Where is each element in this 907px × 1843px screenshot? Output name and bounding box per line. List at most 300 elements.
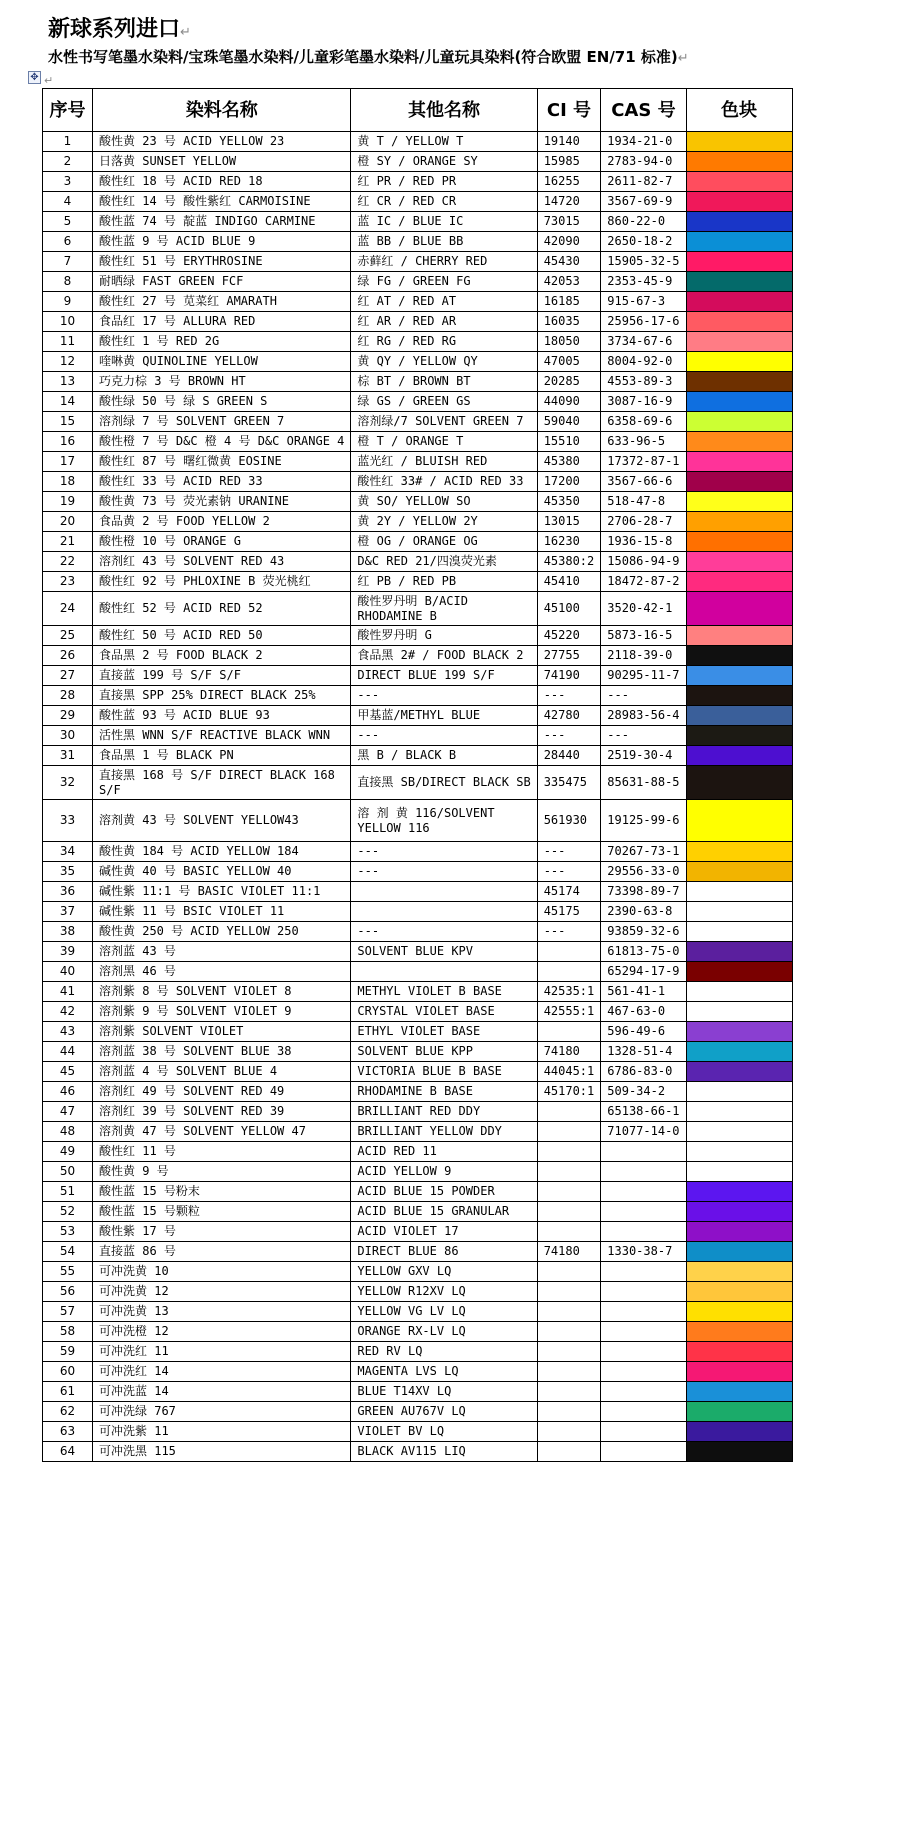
row-no: 38 (43, 922, 93, 942)
other-name: ORANGE RX-LV LQ (351, 1322, 537, 1342)
other-name: 红 RG / RED RG (351, 332, 537, 352)
ci-number (537, 1182, 601, 1202)
dye-name: 可冲洗红 14 (93, 1362, 351, 1382)
dye-name: 耐晒绿 FAST GREEN FCF (93, 272, 351, 292)
dye-name: 酸性蓝 15 号颗粒 (93, 1202, 351, 1222)
other-name: 黄 2Y / YELLOW 2Y (351, 512, 537, 532)
color-swatch (686, 842, 792, 862)
dye-name: 溶剂紫 9 号 SOLVENT VIOLET 9 (93, 1002, 351, 1022)
cas-number: 1330-38-7 (601, 1242, 686, 1262)
dye-name: 直接黑 SPP 25% DIRECT BLACK 25% (93, 686, 351, 706)
color-swatch (686, 1082, 792, 1102)
dye-name: 酸性红 52 号 ACID RED 52 (93, 592, 351, 626)
dye-name: 酸性黄 184 号 ACID YELLOW 184 (93, 842, 351, 862)
row-no: 6 (43, 232, 93, 252)
cas-number: 3567-69-9 (601, 192, 686, 212)
cas-number: --- (601, 726, 686, 746)
table-row (43, 132, 793, 152)
cas-number (601, 1262, 686, 1282)
color-swatch (686, 532, 792, 552)
header-name: 染料名称 (93, 89, 351, 132)
cas-number: 18472-87-2 (601, 572, 686, 592)
cas-number: 70267-73-1 (601, 842, 686, 862)
color-swatch (686, 706, 792, 726)
table-row (43, 1222, 793, 1242)
cas-number: 29556-33-0 (601, 862, 686, 882)
ci-number: 74180 (537, 1042, 601, 1062)
row-no: 7 (43, 252, 93, 272)
other-name: 酸性罗丹明 B/ACID RHODAMINE B (351, 592, 537, 626)
table-row (43, 312, 793, 332)
cas-number: 3520-42-1 (601, 592, 686, 626)
color-swatch (686, 332, 792, 352)
ci-number (537, 1162, 601, 1182)
other-name: 食品黑 2# / FOOD BLACK 2 (351, 646, 537, 666)
row-no: 53 (43, 1222, 93, 1242)
ci-number (537, 1282, 601, 1302)
color-swatch (686, 922, 792, 942)
dye-name: 酸性黄 9 号 (93, 1162, 351, 1182)
ci-number (537, 1202, 601, 1222)
table-row (43, 922, 793, 942)
cas-number: 85631-88-5 (601, 766, 686, 800)
row-no: 19 (43, 492, 93, 512)
row-no: 41 (43, 982, 93, 1002)
other-name: 甲基蓝/METHYL BLUE (351, 706, 537, 726)
table-row (43, 472, 793, 492)
row-no: 16 (43, 432, 93, 452)
ci-number: 45220 (537, 626, 601, 646)
row-no: 59 (43, 1342, 93, 1362)
cas-number: 61813-75-0 (601, 942, 686, 962)
other-name: BLACK AV115 LIQ (351, 1442, 537, 1462)
ci-number: 45430 (537, 252, 601, 272)
other-name: 赤藓红 / CHERRY RED (351, 252, 537, 272)
row-no: 46 (43, 1082, 93, 1102)
cas-number: 4553-89-3 (601, 372, 686, 392)
table-row (43, 982, 793, 1002)
other-name: 红 PR / RED PR (351, 172, 537, 192)
cas-number (601, 1362, 686, 1382)
color-swatch (686, 686, 792, 706)
table-row (43, 252, 793, 272)
row-no: 21 (43, 532, 93, 552)
table-row (43, 1382, 793, 1402)
ci-number (537, 1142, 601, 1162)
row-no: 43 (43, 1022, 93, 1042)
ci-number: 14720 (537, 192, 601, 212)
cas-number (601, 1342, 686, 1362)
table-row (43, 902, 793, 922)
row-no: 51 (43, 1182, 93, 1202)
dye-name: 酸性红 51 号 ERYTHROSINE (93, 252, 351, 272)
row-no: 56 (43, 1282, 93, 1302)
cas-number: 8004-92-0 (601, 352, 686, 372)
color-swatch (686, 552, 792, 572)
dye-name: 可冲洗黄 12 (93, 1282, 351, 1302)
table-row (43, 552, 793, 572)
ci-number (537, 1422, 601, 1442)
row-no: 32 (43, 766, 93, 800)
other-name: VICTORIA BLUE B BASE (351, 1062, 537, 1082)
ci-number: 13015 (537, 512, 601, 532)
color-swatch (686, 746, 792, 766)
cas-number: 561-41-1 (601, 982, 686, 1002)
ci-number: --- (537, 686, 601, 706)
dye-name: 溶剂红 43 号 SOLVENT RED 43 (93, 552, 351, 572)
color-swatch (686, 666, 792, 686)
ci-number (537, 1122, 601, 1142)
color-swatch (686, 766, 792, 800)
color-swatch (686, 212, 792, 232)
color-swatch (686, 1062, 792, 1082)
dye-name: 溶剂黄 47 号 SOLVENT YELLOW 47 (93, 1122, 351, 1142)
dye-name: 溶剂黄 43 号 SOLVENT YELLOW43 (93, 800, 351, 842)
dye-name: 可冲洗橙 12 (93, 1322, 351, 1342)
color-swatch (686, 726, 792, 746)
cas-number: 509-34-2 (601, 1082, 686, 1102)
dye-name: 溶剂蓝 43 号 (93, 942, 351, 962)
other-name: --- (351, 862, 537, 882)
other-name: 红 PB / RED PB (351, 572, 537, 592)
row-no: 27 (43, 666, 93, 686)
color-swatch (686, 572, 792, 592)
ci-number (537, 1362, 601, 1382)
row-no: 3 (43, 172, 93, 192)
table-row (43, 942, 793, 962)
color-swatch (686, 412, 792, 432)
cas-number (601, 1422, 686, 1442)
ci-number: 42090 (537, 232, 601, 252)
dye-name: 碱性紫 11:1 号 BASIC VIOLET 11:1 (93, 882, 351, 902)
other-name (351, 902, 537, 922)
other-name: --- (351, 922, 537, 942)
color-swatch (686, 1422, 792, 1442)
color-swatch (686, 1322, 792, 1342)
dye-name: 活性黑 WNN S/F REACTIVE BLACK WNN (93, 726, 351, 746)
row-no: 11 (43, 332, 93, 352)
other-name (351, 882, 537, 902)
ci-number (537, 1022, 601, 1042)
table-row (43, 706, 793, 726)
table-body (43, 132, 793, 1462)
cas-number: 17372-87-1 (601, 452, 686, 472)
other-name: MAGENTA LVS LQ (351, 1362, 537, 1382)
row-no: 28 (43, 686, 93, 706)
document-subtitle: 水性书写笔墨水染料/宝珠笔墨水染料/儿童彩笔墨水染料/儿童玩具染料(符合欧盟 EN/71 标准)↵ (48, 48, 689, 66)
other-name: 黑 B / BLACK B (351, 746, 537, 766)
ci-number: 335475 (537, 766, 601, 800)
color-swatch (686, 1042, 792, 1062)
ci-number: 20285 (537, 372, 601, 392)
color-swatch (686, 862, 792, 882)
cas-number: 915-67-3 (601, 292, 686, 312)
row-no: 13 (43, 372, 93, 392)
other-name: ETHYL VIOLET BASE (351, 1022, 537, 1042)
cas-number: 2783-94-0 (601, 152, 686, 172)
dye-name: 酸性蓝 15 号粉末 (93, 1182, 351, 1202)
color-swatch (686, 1342, 792, 1362)
color-swatch (686, 1242, 792, 1262)
dye-name: 酸性蓝 74 号 靛蓝 INDIGO CARMINE (93, 212, 351, 232)
row-no: 25 (43, 626, 93, 646)
table-row (43, 962, 793, 982)
cas-number: 3087-16-9 (601, 392, 686, 412)
other-name: 酸性罗丹明 G (351, 626, 537, 646)
row-no: 61 (43, 1382, 93, 1402)
table-row (43, 1082, 793, 1102)
other-name: 蓝光红 / BLUISH RED (351, 452, 537, 472)
row-no: 42 (43, 1002, 93, 1022)
cas-number: 3567-66-6 (601, 472, 686, 492)
row-no: 9 (43, 292, 93, 312)
table-row (43, 1362, 793, 1382)
other-name: 溶 剂 黄 116/SOLVENT YELLOW 116 (351, 800, 537, 842)
table-move-handle-icon[interactable]: ✥ (28, 71, 41, 84)
color-swatch (686, 626, 792, 646)
color-swatch (686, 902, 792, 922)
dye-name: 酸性橙 10 号 ORANGE G (93, 532, 351, 552)
cas-number: 860-22-0 (601, 212, 686, 232)
dye-name: 食品黑 2 号 FOOD BLACK 2 (93, 646, 351, 666)
dye-name: 溶剂绿 7 号 SOLVENT GREEN 7 (93, 412, 351, 432)
ci-number: 45350 (537, 492, 601, 512)
dye-name: 酸性红 18 号 ACID RED 18 (93, 172, 351, 192)
ci-number (537, 1262, 601, 1282)
cas-number: 467-63-0 (601, 1002, 686, 1022)
dye-name: 酸性红 11 号 (93, 1142, 351, 1162)
cas-number (601, 1382, 686, 1402)
dye-name: 酸性黄 73 号 荧光素钠 URANINE (93, 492, 351, 512)
color-swatch (686, 272, 792, 292)
other-name: DIRECT BLUE 199 S/F (351, 666, 537, 686)
row-no: 14 (43, 392, 93, 412)
dye-name: 酸性黄 250 号 ACID YELLOW 250 (93, 922, 351, 942)
dye-name: 巧克力棕 3 号 BROWN HT (93, 372, 351, 392)
ci-number (537, 962, 601, 982)
cas-number: 1936-15-8 (601, 532, 686, 552)
table-row (43, 1322, 793, 1342)
other-name: ACID RED 11 (351, 1142, 537, 1162)
table-row (43, 392, 793, 412)
table-row (43, 572, 793, 592)
dye-name: 溶剂蓝 38 号 SOLVENT BLUE 38 (93, 1042, 351, 1062)
row-no: 37 (43, 902, 93, 922)
cas-number: 5873-16-5 (601, 626, 686, 646)
dye-name: 酸性红 1 号 RED 2G (93, 332, 351, 352)
color-swatch (686, 452, 792, 472)
cas-number (601, 1322, 686, 1342)
dye-name: 溶剂红 39 号 SOLVENT RED 39 (93, 1102, 351, 1122)
color-swatch (686, 312, 792, 332)
row-no: 55 (43, 1262, 93, 1282)
dye-name: 碱性黄 40 号 BASIC YELLOW 40 (93, 862, 351, 882)
ci-number: 45380 (537, 452, 601, 472)
row-no: 63 (43, 1422, 93, 1442)
row-no: 36 (43, 882, 93, 902)
table-row (43, 452, 793, 472)
other-name: RED RV LQ (351, 1342, 537, 1362)
cas-number (601, 1402, 686, 1422)
color-swatch (686, 1162, 792, 1182)
ci-number: 28440 (537, 746, 601, 766)
row-no: 58 (43, 1322, 93, 1342)
ci-number: 17200 (537, 472, 601, 492)
ci-number (537, 1322, 601, 1342)
row-no: 49 (43, 1142, 93, 1162)
color-swatch (686, 1302, 792, 1322)
row-no: 18 (43, 472, 93, 492)
dye-name: 酸性红 50 号 ACID RED 50 (93, 626, 351, 646)
row-no: 44 (43, 1042, 93, 1062)
cas-number: 15905-32-5 (601, 252, 686, 272)
other-name: 红 AR / RED AR (351, 312, 537, 332)
ci-number: --- (537, 842, 601, 862)
dye-name: 溶剂蓝 4 号 SOLVENT BLUE 4 (93, 1062, 351, 1082)
dye-name: 可冲洗红 11 (93, 1342, 351, 1362)
row-no: 23 (43, 572, 93, 592)
cas-number: 1934-21-0 (601, 132, 686, 152)
table-row (43, 726, 793, 746)
table-row (43, 1062, 793, 1082)
other-name: D&C RED 21/四溴荧光素 (351, 552, 537, 572)
ci-number: 561930 (537, 800, 601, 842)
color-swatch (686, 982, 792, 1002)
ci-number: 19140 (537, 132, 601, 152)
dye-name: 可冲洗绿 767 (93, 1402, 351, 1422)
row-no: 4 (43, 192, 93, 212)
row-no: 24 (43, 592, 93, 626)
table-row (43, 152, 793, 172)
color-swatch (686, 512, 792, 532)
color-swatch (686, 1022, 792, 1042)
header-cas: CAS 号 (601, 89, 686, 132)
row-no: 62 (43, 1402, 93, 1422)
cas-number: 1328-51-4 (601, 1042, 686, 1062)
table-row (43, 882, 793, 902)
table-row (43, 412, 793, 432)
table-row (43, 1142, 793, 1162)
row-no: 40 (43, 962, 93, 982)
ci-number: --- (537, 922, 601, 942)
dye-name: 日落黄 SUNSET YELLOW (93, 152, 351, 172)
table-row (43, 766, 793, 800)
row-no: 60 (43, 1362, 93, 1382)
other-name: 绿 GS / GREEN GS (351, 392, 537, 412)
color-swatch (686, 232, 792, 252)
ci-number: 15510 (537, 432, 601, 452)
ci-number: 42555:1 (537, 1002, 601, 1022)
ci-number: 18050 (537, 332, 601, 352)
dye-name: 酸性红 87 号 曙红微黄 EOSINE (93, 452, 351, 472)
color-swatch (686, 152, 792, 172)
table-row (43, 1342, 793, 1362)
ci-number: 15985 (537, 152, 601, 172)
table-row (43, 512, 793, 532)
cas-number (601, 1282, 686, 1302)
table-row (43, 272, 793, 292)
other-name: SOLVENT BLUE KPP (351, 1042, 537, 1062)
cas-number: 596-49-6 (601, 1022, 686, 1042)
row-no: 8 (43, 272, 93, 292)
table-row (43, 592, 793, 626)
cas-number: 2353-45-9 (601, 272, 686, 292)
dye-name: 可冲洗黄 13 (93, 1302, 351, 1322)
ci-number: 16255 (537, 172, 601, 192)
ci-number: 74190 (537, 666, 601, 686)
table-row (43, 626, 793, 646)
color-swatch (686, 882, 792, 902)
ci-number: 27755 (537, 646, 601, 666)
table-row (43, 1262, 793, 1282)
other-name: --- (351, 686, 537, 706)
cas-number (601, 1222, 686, 1242)
color-swatch (686, 492, 792, 512)
table-row (43, 1202, 793, 1222)
row-no: 22 (43, 552, 93, 572)
ci-number (537, 1402, 601, 1422)
color-swatch (686, 1262, 792, 1282)
color-swatch (686, 432, 792, 452)
cas-number: 6358-69-6 (601, 412, 686, 432)
row-no: 1 (43, 132, 93, 152)
dye-name: 溶剂紫 8 号 SOLVENT VIOLET 8 (93, 982, 351, 1002)
cas-number: 518-47-8 (601, 492, 686, 512)
ci-number: 74180 (537, 1242, 601, 1262)
other-name: RHODAMINE B BASE (351, 1082, 537, 1102)
color-swatch (686, 800, 792, 842)
other-name: GREEN AU767V LQ (351, 1402, 537, 1422)
ci-number: 45174 (537, 882, 601, 902)
table-row (43, 1182, 793, 1202)
table-row (43, 862, 793, 882)
color-swatch (686, 1002, 792, 1022)
other-name: 橙 OG / ORANGE OG (351, 532, 537, 552)
color-swatch (686, 472, 792, 492)
other-name: ACID VIOLET 17 (351, 1222, 537, 1242)
row-no: 29 (43, 706, 93, 726)
ci-number: 16230 (537, 532, 601, 552)
other-name: 橙 SY / ORANGE SY (351, 152, 537, 172)
dye-name: 可冲洗蓝 14 (93, 1382, 351, 1402)
color-swatch (686, 192, 792, 212)
row-no: 10 (43, 312, 93, 332)
table-row (43, 532, 793, 552)
table-row (43, 432, 793, 452)
ci-number: --- (537, 726, 601, 746)
row-no: 35 (43, 862, 93, 882)
dye-name: 溶剂红 49 号 SOLVENT RED 49 (93, 1082, 351, 1102)
color-swatch (686, 1122, 792, 1142)
cas-number: 28983-56-4 (601, 706, 686, 726)
row-no: 15 (43, 412, 93, 432)
cas-number (601, 1182, 686, 1202)
paragraph-mark: ↵ (44, 74, 54, 87)
table-row (43, 1162, 793, 1182)
dye-name: 酸性红 14 号 酸性紫红 CARMOISINE (93, 192, 351, 212)
color-swatch (686, 392, 792, 412)
dye-name: 酸性红 27 号 苋菜红 AMARATH (93, 292, 351, 312)
dye-name: 溶剂紫 SOLVENT VIOLET (93, 1022, 351, 1042)
cas-number: 15086-94-9 (601, 552, 686, 572)
other-name: 直接黑 SB/DIRECT BLACK SB (351, 766, 537, 800)
table-row (43, 212, 793, 232)
other-name: ACID BLUE 15 GRANULAR (351, 1202, 537, 1222)
dye-name: 食品黄 2 号 FOOD YELLOW 2 (93, 512, 351, 532)
ci-number (537, 1342, 601, 1362)
row-no: 2 (43, 152, 93, 172)
table-row (43, 1402, 793, 1422)
